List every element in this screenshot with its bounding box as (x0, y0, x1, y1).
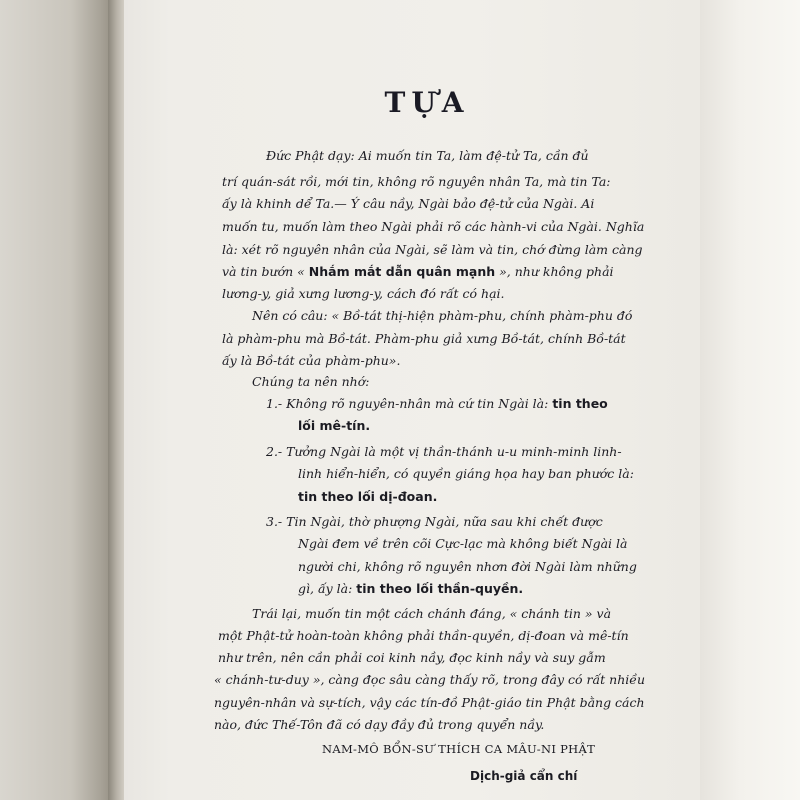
emphasis-text: tin theo lối dị-đoan. (298, 489, 438, 504)
text-fragment: gì, ấy là: (298, 581, 353, 596)
closing-invocation: NAM-MÔ BỔN-SƯ THÍCH CA MÂU-NI PHẬT (322, 742, 596, 756)
text-line: Nên có câu: « Bồ-tát thị-hiện phàm-phu, chính phàm-phu đó (252, 308, 633, 323)
text-line: Đức Phật dạy: Ai muốn tin Ta, làm đệ-tử Ta, cần đủ (266, 148, 589, 163)
text-line: Trái lại, muốn tin một cách chánh đáng, « chánh tin » và (252, 606, 612, 621)
text-line: như trên, nên cần phải coi kinh nầy, đọc kinh nầy và suy gẫm (218, 650, 606, 665)
text-line: linh hiển-hiển, có quyền giáng họa hay ban phước là: (298, 466, 634, 481)
translator-signature: Dịch-giả cẩn chí (470, 769, 578, 783)
text-fragment: và tin bướn « (222, 264, 305, 279)
text-fragment: », như không phải (499, 264, 614, 279)
page-right-edge (700, 0, 800, 800)
text-line: một Phật-tử hoàn-toàn không phải thần-quyền, dị-đoan và mê-tín (218, 628, 629, 643)
page-title: TỰA (384, 86, 470, 119)
text-line (222, 266, 614, 279)
text-line (298, 583, 523, 596)
text-line: là phàm-phu mà Bồ-tát. Phàm-phu giả xưng Bồ-tát, chính Bồ-tát (222, 331, 626, 346)
text-line: nào, đức Thế-Tôn đã có dạy đầy đủ trong quyển nầy. (214, 717, 545, 732)
text-fragment: 1.- Không rõ nguyên-nhân mà cứ tin Ngài là: (266, 396, 549, 411)
list-item-2: 2.- Tưởng Ngài là một vị thần-thánh u-u minh-minh linh- (266, 444, 622, 459)
emphasis-text: tin theo (552, 396, 608, 411)
text-line: Ngài đem về trên cõi Cực-lạc mà không biết Ngài là (298, 536, 628, 551)
text-line: « chánh-tư-duy », càng đọc sâu càng thấy rõ, trong đây có rất nhiều (214, 672, 646, 687)
text-line: trí quán-sát rồi, mới tin, không rõ nguyên nhân Ta, mà tin Ta: (222, 174, 611, 189)
text-line: muốn tu, muốn làm theo Ngài phải rõ các hành-vi của Ngài. Nghĩa (222, 219, 645, 234)
text-line: là: xét rõ nguyên nhân của Ngài, sẽ làm và tin, chớ đừng làm càng (222, 242, 643, 257)
quoted-proverb: Nhắm mắt dẫn quân mạnh (308, 264, 496, 279)
text-line: ấy là Bồ-tát của phàm-phu». (222, 353, 401, 368)
text-line: lương-y, giả xưng lương-y, cách đó rất có hại. (222, 286, 505, 301)
emphasis-text: tin theo lối thần-quyền. (356, 581, 524, 596)
list-item-3: 3.- Tin Ngài, thờ phượng Ngài, nữa sau khi chết được (266, 514, 603, 529)
list-item-1 (266, 398, 608, 411)
text-line: người chi, không rõ nguyên nhơn đời Ngài làm những (298, 559, 637, 574)
text-line: Chúng ta nên nhớ: (252, 374, 370, 389)
text-line: nguyên-nhân và sự-tích, vậy các tín-đồ Phật-giáo tin Phật bằng cách (214, 695, 645, 710)
emphasis-text: lối mê-tín. (298, 418, 371, 433)
text-line: ấy là khinh dể Ta.— Ý câu nầy, Ngài bảo đệ-tử của Ngài. Ai (222, 196, 595, 211)
book-binding-shadow (0, 0, 118, 800)
